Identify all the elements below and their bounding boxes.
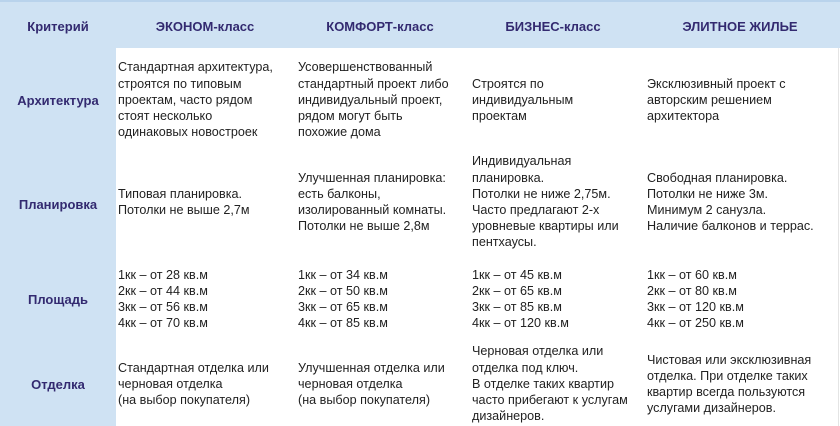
row-label-layout: Планировка bbox=[18, 196, 98, 212]
table-right-border bbox=[838, 48, 839, 426]
cell-line: Улучшенная планировка: bbox=[298, 170, 446, 185]
cell-line: стоят несколько bbox=[118, 109, 213, 124]
cell-line: услугами дизайнеров. bbox=[647, 401, 776, 416]
cell-layout-comfort bbox=[298, 152, 446, 252]
cell-line: черновая отделка bbox=[118, 376, 223, 391]
cell-line: Потолки не ниже 3м. bbox=[647, 186, 769, 201]
cell-line: есть балконы, bbox=[298, 186, 381, 201]
cell-line: 2кк – от 44 кв.м bbox=[118, 283, 208, 298]
cell-line: дизайнеров. bbox=[472, 409, 545, 424]
cell-line: строятся по типовым bbox=[118, 76, 242, 91]
cell-line: 4кк – от 250 кв.м bbox=[647, 316, 744, 331]
cell-area-comfort bbox=[298, 260, 388, 338]
header-business: БИЗНЕС-класс bbox=[505, 18, 601, 34]
cell-line: Усовершенствованный bbox=[298, 60, 433, 75]
cell-line: Часто предлагают 2-х bbox=[472, 203, 600, 217]
cell-line: 2кк – от 50 кв.м bbox=[298, 283, 388, 298]
cell-line: 4кк – от 85 кв.м bbox=[298, 316, 388, 331]
cell-layout-business bbox=[472, 152, 619, 252]
cell-architecture-elite bbox=[647, 50, 786, 150]
cell-line: квартир всегда пользуются bbox=[647, 385, 806, 399]
cell-line: 2кк – от 65 кв.м bbox=[472, 283, 562, 298]
cell-line: Строятся по bbox=[472, 76, 544, 91]
cell-line: отделка. При отделке таких bbox=[647, 368, 808, 383]
cell-line: одинаковых новостроек bbox=[118, 125, 258, 140]
cell-line: Стандартная архитектура, bbox=[118, 60, 273, 75]
cell-area-economy bbox=[118, 260, 208, 338]
header-comfort: КОМФОРТ-класс bbox=[326, 18, 434, 34]
cell-finishing-business bbox=[472, 342, 628, 426]
cell-line: рядом могут быть bbox=[298, 109, 403, 124]
cell-line: изолированный комнаты. bbox=[298, 203, 447, 217]
cell-architecture-economy bbox=[118, 50, 273, 150]
cell-layout-economy bbox=[118, 152, 250, 252]
cell-line: Свободная планировка. bbox=[647, 170, 788, 185]
header-economy: ЭКОНОМ-класс bbox=[155, 18, 255, 34]
cell-line: 4кк – от 120 кв.м bbox=[472, 316, 569, 331]
cell-line: черновая отделка bbox=[298, 376, 403, 391]
cell-line: 2кк – от 80 кв.м bbox=[647, 283, 737, 298]
cell-line: 3кк – от 85 кв.м bbox=[472, 300, 562, 314]
cell-line: стандартный проект либо bbox=[298, 76, 449, 91]
cell-line: Типовая планировка. bbox=[118, 186, 243, 201]
cell-line: 3кк – от 56 кв.м bbox=[118, 300, 208, 314]
cell-line: Чистовая или эксклюзивная bbox=[647, 352, 812, 367]
cell-layout-elite bbox=[647, 152, 814, 252]
table-header bbox=[0, 0, 840, 48]
cell-line: (на выбор покупателя) bbox=[118, 393, 251, 408]
cell-line: похожие дома bbox=[298, 125, 381, 140]
cell-line: Индивидуальная bbox=[472, 154, 572, 169]
cell-line: Черновая отделка или bbox=[472, 344, 604, 359]
cell-area-business bbox=[472, 260, 569, 338]
cell-line: Минимум 2 санузла. bbox=[647, 203, 767, 217]
cell-finishing-elite bbox=[647, 344, 811, 424]
cell-finishing-comfort bbox=[298, 344, 445, 424]
cell-line: пентхаусы. bbox=[472, 235, 537, 250]
cell-line: Потолки не ниже 2,75м. bbox=[472, 186, 611, 201]
row-label-area: Площадь bbox=[28, 291, 88, 307]
cell-line: Потолки не выше 2,7м bbox=[118, 203, 250, 217]
cell-finishing-economy bbox=[118, 344, 269, 424]
cell-line: проектам bbox=[472, 109, 527, 124]
cell-line: Наличие балконов и террас. bbox=[647, 219, 814, 234]
cell-line: 3кк – от 65 кв.м bbox=[298, 300, 388, 314]
header-elite: ЭЛИТНОЕ ЖИЛЬЕ bbox=[682, 18, 798, 34]
header-criterion: Критерий bbox=[27, 18, 89, 34]
cell-line: Эксклюзивный проект с bbox=[647, 76, 786, 91]
cell-line: архитектора bbox=[647, 109, 720, 124]
cell-line: отделка под ключ. bbox=[472, 360, 579, 375]
cell-line: уровневые квартиры или bbox=[472, 219, 619, 234]
cell-architecture-comfort bbox=[298, 50, 449, 150]
cell-line: индивидуальный проект, bbox=[298, 92, 443, 107]
cell-line: 4кк – от 70 кв.м bbox=[118, 316, 208, 331]
row-label-architecture: Архитектура bbox=[17, 92, 99, 108]
cell-line: 3кк – от 120 кв.м bbox=[647, 300, 744, 314]
cell-line: Улучшенная отделка или bbox=[298, 360, 445, 375]
cell-line: планировка. bbox=[472, 170, 545, 185]
cell-line: 1кк – от 28 кв.м bbox=[118, 267, 208, 282]
cell-line: авторским решением bbox=[647, 92, 772, 107]
cell-line: индивидуальным bbox=[472, 92, 574, 107]
cell-line: 1кк – от 45 кв.м bbox=[472, 267, 562, 282]
cell-line: Потолки не выше 2,8м bbox=[298, 219, 430, 234]
cell-line: 1кк – от 34 кв.м bbox=[298, 267, 388, 282]
cell-line: часто прибегают к услугам bbox=[472, 393, 628, 408]
cell-line: проектам, часто рядом bbox=[118, 92, 253, 107]
cell-area-elite bbox=[647, 260, 744, 338]
cell-line: 1кк – от 60 кв.м bbox=[647, 267, 737, 282]
cell-line: В отделке таких квартир bbox=[472, 376, 614, 391]
row-label-finishing: Отделка bbox=[31, 376, 85, 392]
cell-architecture-business bbox=[472, 50, 573, 150]
cell-line: Стандартная отделка или bbox=[118, 360, 269, 375]
cell-line: (на выбор покупателя) bbox=[298, 393, 431, 408]
